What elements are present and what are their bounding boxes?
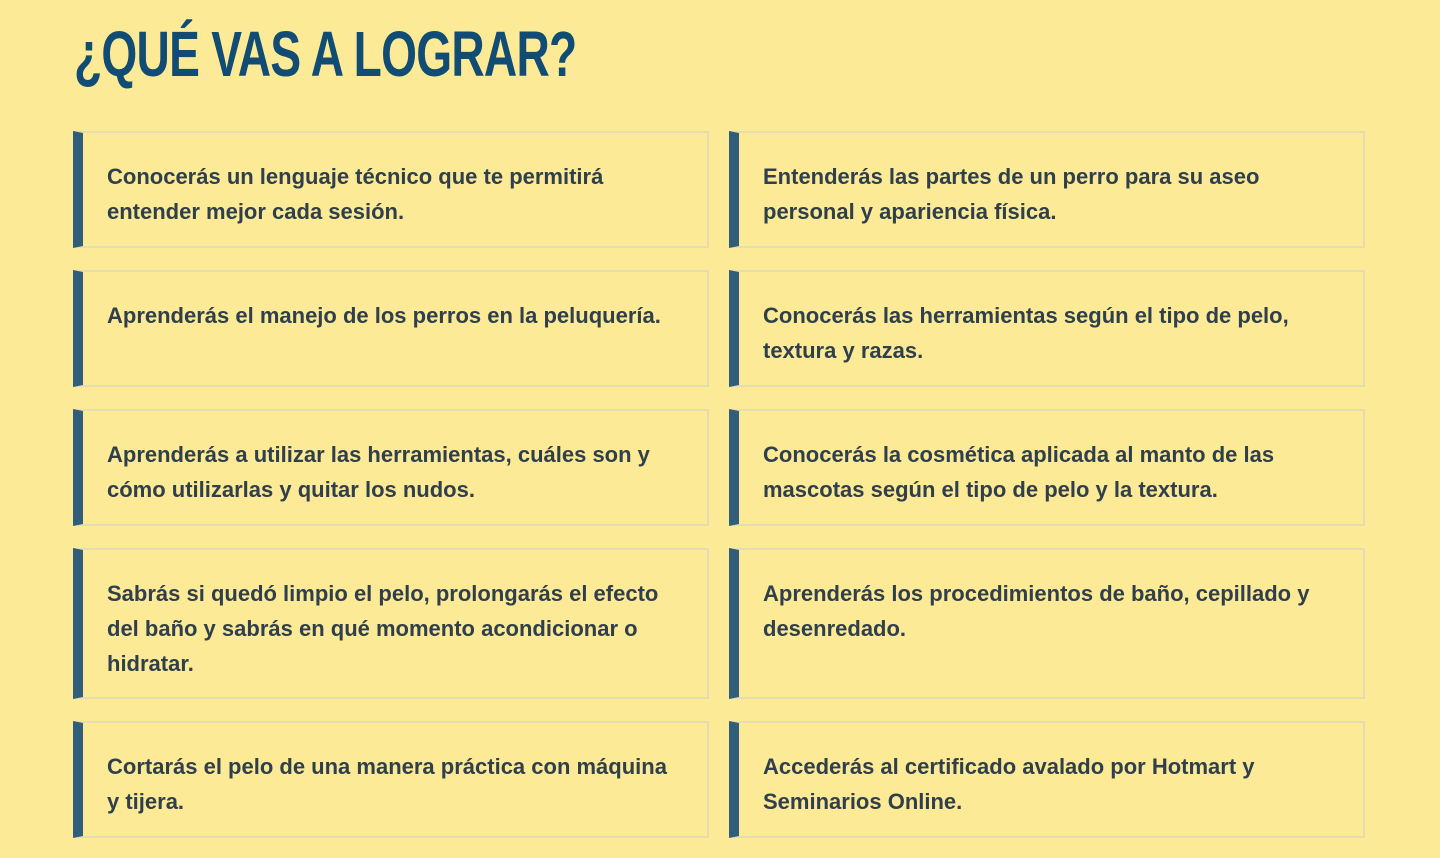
achievement-text: Cortarás el pelo de una manera práctica con máquina y tijera.: [107, 754, 667, 814]
achievements-grid: [73, 131, 1365, 838]
achievement-card: [729, 409, 1365, 526]
achievement-text: Aprenderás los procedimientos de baño, cepillado y desenredado.: [763, 581, 1310, 641]
achievement-card: [729, 270, 1365, 387]
achievement-card: [73, 548, 709, 699]
achievement-text: Entenderás las partes de un perro para su aseo personal y apariencia física.: [763, 164, 1260, 224]
achievement-text: Conocerás la cosmética aplicada al manto de las mascotas según el tipo de pelo y la textura.: [763, 442, 1275, 502]
achievement-card: [729, 721, 1365, 838]
achievement-card: [73, 409, 709, 526]
achievement-card: [73, 270, 709, 387]
achievement-text: Sabrás si quedó limpio el pelo, prolongarás el efecto del baño y sabrás en qué momento acondicionar o hidratar.: [107, 581, 659, 676]
achievement-text: Aprenderás el manejo de los perros en la peluquería.: [107, 303, 661, 328]
achievement-text: Conocerás un lenguaje técnico que te permitirá entender mejor cada sesión.: [107, 164, 604, 224]
achievement-card: [729, 548, 1365, 699]
section-title: ¿QUÉ VAS A LOGRAR?: [74, 18, 577, 90]
achievement-card: [73, 131, 709, 248]
achievement-card: [73, 721, 709, 838]
achievement-text: Aprenderás a utilizar las herramientas, cuáles son y cómo utilizarlas y quitar los nudos.: [107, 442, 650, 502]
achievement-text: Conocerás las herramientas según el tipo de pelo, textura y razas.: [763, 303, 1289, 363]
achievement-text: Accederás al certificado avalado por Hotmart y Seminarios Online.: [763, 754, 1255, 814]
achievement-card: [729, 131, 1365, 248]
